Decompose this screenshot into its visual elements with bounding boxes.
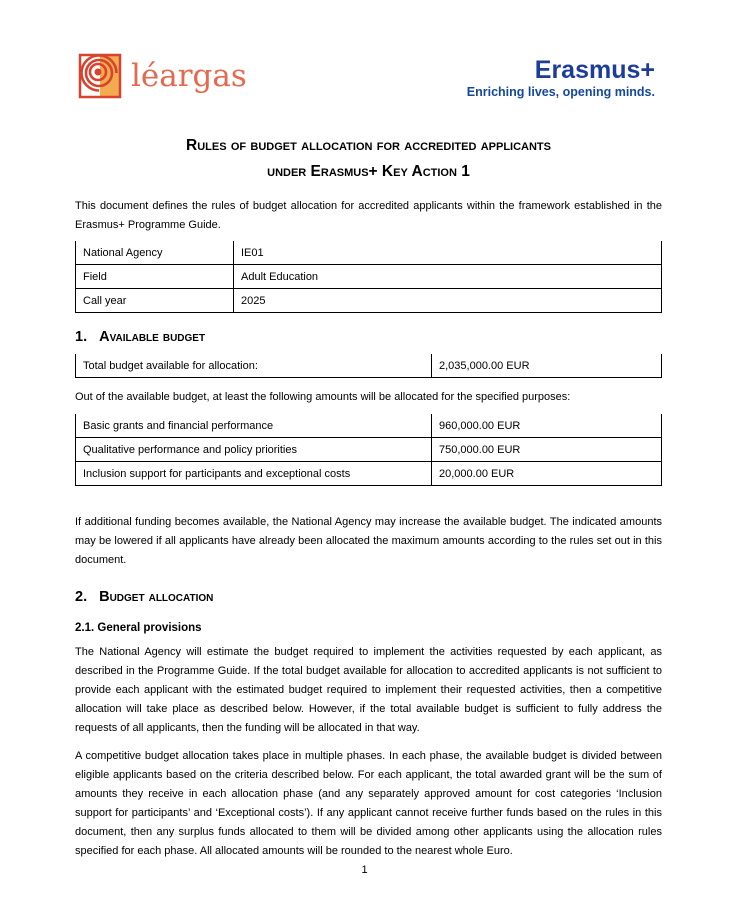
- document-title-line1: Rules of budget allocation for accredited applicants: [186, 137, 551, 154]
- table-row: [76, 354, 662, 378]
- row-value: 960,000.00 EUR: [432, 414, 662, 438]
- table-row: [76, 414, 662, 438]
- row-label: Total budget available for allocation:: [76, 354, 432, 378]
- table-row: [76, 265, 662, 289]
- row-value: 20,000.00 EUR: [432, 462, 662, 486]
- table-row: [76, 438, 662, 462]
- additional-funding-note: If additional funding becomes available, the National Agency may increase the available budget. The indicated amounts may be lowered if all applicants have already been allocated the maximum amounts according to the rules set out in this document.: [75, 516, 662, 566]
- row-label: Call year: [76, 289, 234, 313]
- table-row: [76, 289, 662, 313]
- section-2-number: 2.: [75, 589, 88, 605]
- page-header: [0, 0, 729, 104]
- row-label: Basic grants and financial performance: [76, 414, 432, 438]
- leargas-wordmark: léargas: [131, 58, 247, 94]
- document-title: [75, 133, 662, 185]
- row-value: 2025: [234, 289, 662, 313]
- erasmus-wordmark: Erasmus+: [534, 56, 655, 84]
- table-row: [76, 241, 662, 265]
- erasmus-tagline: Enriching lives, opening minds.: [466, 85, 655, 100]
- row-label: National Agency: [76, 241, 234, 265]
- agency-info-table: [75, 241, 662, 313]
- subsection-2-1-heading: 2.1. General provisions: [75, 622, 202, 634]
- row-label: Qualitative performance and policy priorities: [76, 438, 432, 462]
- intro-paragraph: This document defines the rules of budget allocation for accredited applicants within the framework established in the Erasmus+ Programme Guide.: [75, 200, 662, 231]
- document-title-line2: under Erasmus+ Key Action 1: [267, 163, 470, 180]
- table-row: [76, 462, 662, 486]
- total-budget-table: [75, 354, 662, 378]
- section-1-heading: [75, 327, 662, 347]
- row-value: IE01: [234, 241, 662, 265]
- row-value: Adult Education: [234, 265, 662, 289]
- section-2-heading: [75, 587, 662, 607]
- general-provisions-paragraph-2: A competitive budget allocation takes place in multiple phases. In each phase, the available budget is divided between eligible applicants based on the criteria described below. For each applicant, the total awarded grant will be the sum of amounts they receive in each allocation phase (and any separately approved amount for cost categories ‘Inclusion support for participants’ and ‘Exceptional costs’). If any applicant cannot receive further funds based on the rules in this document, then any surplus funds allocated to them will be divided among other applicants using the allocation rules specified for each phase. All allocated amounts will be rounded to the nearest whole Euro.: [75, 750, 662, 857]
- section-1-title: Available budget: [99, 329, 206, 345]
- general-provisions-paragraph-1: The National Agency will estimate the budget required to implement the activities requested by each applicant, as described in the Programme Guide. If the total budget available for allocation to accredited applicants is not sufficient to provide each applicant with the estimated budget required to implement their requested activities, then a competitive allocation will take place as described below. However, if the total available budget is sufficient to fully address the requests of all applicants, then the funding will be allocated in that way.: [75, 646, 662, 734]
- row-value: 2,035,000.00 EUR: [432, 354, 662, 378]
- row-value: 750,000.00 EUR: [432, 438, 662, 462]
- leargas-logo: [78, 53, 247, 104]
- erasmus-logo: [467, 57, 655, 99]
- row-label: Inclusion support for participants and exceptional costs: [76, 462, 432, 486]
- row-label: Field: [76, 265, 234, 289]
- section-1-number: 1.: [75, 329, 88, 345]
- page-number: 1: [361, 864, 368, 876]
- amounts-table: [75, 414, 662, 486]
- leargas-spiral-icon: [78, 53, 122, 104]
- section-2-title: Budget allocation: [99, 589, 214, 605]
- allocation-purposes-text: Out of the available budget, at least the following amounts will be allocated for the specified purposes:: [75, 391, 571, 403]
